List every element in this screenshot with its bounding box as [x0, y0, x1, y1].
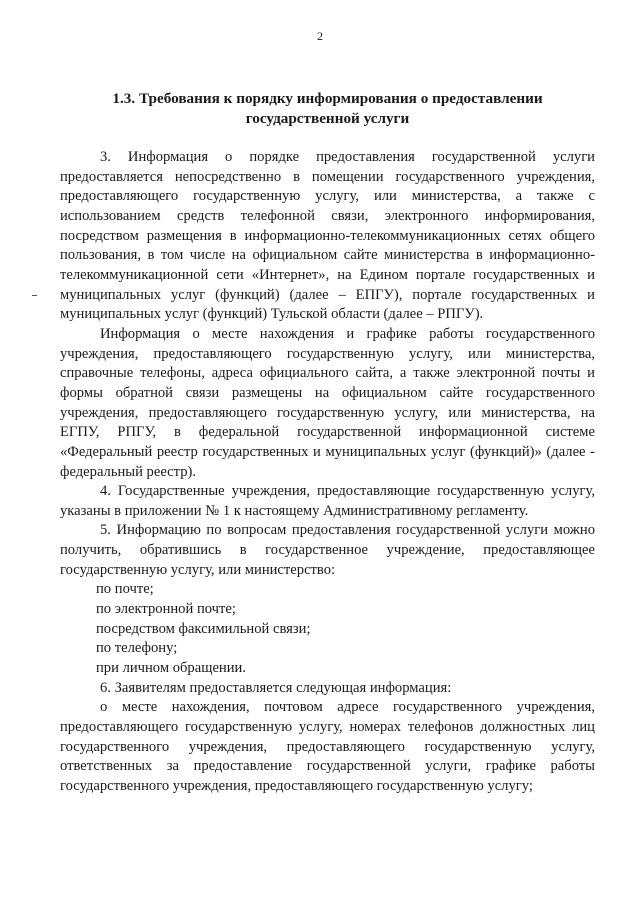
margin-mark	[32, 295, 37, 296]
list-item: по телефону;	[96, 640, 178, 657]
list-item: по почте;	[96, 581, 154, 598]
list-item: по электронной почте;	[96, 601, 236, 618]
paragraph-info-location: Информация о месте нахождения и графике работы государственного учреждения, предоставляющего государственную услугу, или министерства, справочные телефоны, адреса официального сайта, а также электронной почты и формы обратной связи размещены на официальном сайте государственного учреждения, предоставляющего государственную услугу, или министерства, на ЕГПУ, РПГУ, в федеральной государственной информационной системе «Федеральный реестр государственных и муниципальных услуг (функций)» (далее - федеральный реестр).	[60, 325, 595, 480]
section-title: 1.3. Требования к порядку информирования о предоставлении государственной услуги	[112, 90, 543, 127]
paragraph-3: 3. Информация о порядке предоставления государственной услуги предоставляется непосредственно в помещении государственного учреждения, предоставляющего государственную услугу, или министерства, а также с использованием средств телефонной связи, электронного информирования, посредством размещения в информационно-телекоммуникационных сетях общего пользования, в том числе на официальном сайте министерства в информационно-телекоммуникационной сети «Интернет», на Едином портале государственных и муниципальных услуг (функций) (далее – ЕПГУ), портале государственных и муниципальных услуг (функций) Тульской области (далее – РПГУ).	[60, 149, 595, 323]
paragraph-6: 6. Заявителям предоставляется следующая информация:	[100, 679, 452, 696]
document-body	[60, 148, 595, 797]
paragraph-5: 5. Информацию по вопросам предоставления государственной услуги можно получить, обратившись в государственное учреждение, предоставляющее государственную услугу, или министерство:	[60, 522, 595, 578]
paragraph-4: 4. Государственные учреждения, предоставляющие государственную услугу, указаны в приложении № 1 к настоящему Административному регламенту.	[60, 483, 595, 519]
paragraph-6-item: о месте нахождения, почтовом адресе государственного учреждения, предоставляющего государственную услугу, номерах телефонов должностных лиц государственного учреждения, предоставляющего государственную услугу, ответственных за предоставление государственной услуги, графике работы государственного учреждения, предоставляющего государственную услугу;	[60, 699, 595, 794]
list-item: посредством факсимильной связи;	[96, 620, 311, 637]
list-item: при личном обращении.	[96, 660, 246, 677]
page-number: 2	[317, 29, 323, 43]
